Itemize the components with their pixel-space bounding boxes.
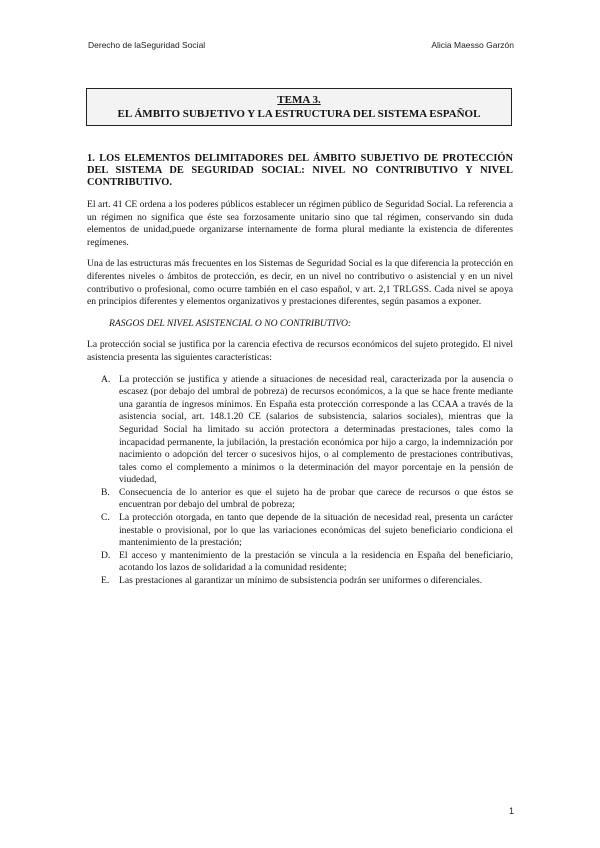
list-item [101,549,513,575]
list-marker: C. [101,512,110,524]
list-item-text: Consecuencia de lo anterior es que el sujeto ha de probar que carece de recursos o que éstos se encuentran por debajo del umbral de pobreza; [119,486,513,511]
page-number: 1 [508,806,514,816]
document-body [87,153,513,588]
paragraph: Una de las estructuras más frecuentes en los Sistemas de Seguridad Social es la que diferencia la protección en diferentes niveles o ámbitos de protección, es decir, en un nivel no contributivo o asistencial y en un nivel contributivo o profesional, como ocurre también en el caso español, v art. 2,1 TRLGSS. Cada nivel se apoya en principios diferentes y elementos organizativos y prestaciones diferentes, según pasamos a exponer. [87,258,513,308]
subsection-title: RASGOS DEL NIVEL ASISTENCIAL O NO CONTRIBUTIVO: [109,317,352,329]
paragraph: El art. 41 CE ordena a los poderes públicos establecer un régimen público de Seguridad Social. La referencia a un régimen no significa que éste sea forzosamente unitario sino que tal régimen, conservando sin duda elementos de unidad,puede organizarse internamente de forma plural mediante la existencia de diferentes regímenes. [87,199,513,248]
list-item [101,512,513,550]
list-marker: B. [101,486,110,498]
chapter-number: TEMA 3. [277,94,321,106]
list-item [101,575,513,588]
list-item-text: La protección otorgada, en tanto que depende de la situación de necesidad real, presenta un carácter inestable o provisional, por lo que las variaciones económicas del sujeto beneficiario condiciona el mantenimiento de la prestación; [119,512,513,549]
list-item-text: Las prestaciones al garantizar un mínimo de subsistencia podrán ser uniformes o diferenciales. [119,575,483,587]
intro-paragraph: La protección social se justifica por la carencia efectiva de recursos económicos del sujeto protegido. El nivel asistencia presenta las siguientes características: [87,339,513,363]
chapter-title-box [86,88,512,126]
page-header [88,40,514,50]
header-author: Alicia Maesso Garzón [431,40,514,50]
section-heading: 1. LOS ELEMENTOS DELIMITADORES DEL ÁMBITO SUBJETIVO DE PROTECCIÓN DEL SISTEMA DE SEGURIDAD SOCIAL: NIVEL NO CONTRIBUTIVO Y NIVEL CONTRIBUTIVO. [87,153,513,188]
list-marker: E. [101,575,110,587]
chapter-title: EL ÁMBITO SUBJETIVO Y LA ESTRUCTURA DEL SISTEMA ESPAÑOL [117,108,481,120]
list-marker: A. [101,373,111,385]
list-item-text: El acceso y mantenimiento de la prestación se vincula a la residencia en España del beneficiario, acotando los lazos de solidaridad a la comunidad residente; [119,549,513,574]
list-marker: D. [101,549,111,561]
list-item [101,373,513,487]
list-item [101,486,513,512]
characteristics-list [87,374,513,588]
list-item-text: La protección se justifica y atiende a situaciones de necesidad real, caracterizada por la ausencia o escasez (por debajo del umbral de pobreza) de recursos económicos, a la que se hace frente mediante una garantía de ingresos mínimos. En España esta protección corresponde a las CCAA a través de la asistencia social, art. 148.1.20 CE (salarios de subsistencia, salarios sociales), mientras que la Seguridad Social ha limitado su acción protectora a determinadas prestaciones, tales como la incapacidad permanente, la jubilación, la prestación económica por hijo a cargo, la indemnización por nacimiento o adopción del tercer o sucesivos hijos, o al complemento de prestaciones contributivas, tales como el complemento a mínimos o la determinación del mayor porcentaje en la pensión de viudedad, [119,373,513,486]
header-course-title: Derecho de laSeguridad Social [88,40,206,50]
